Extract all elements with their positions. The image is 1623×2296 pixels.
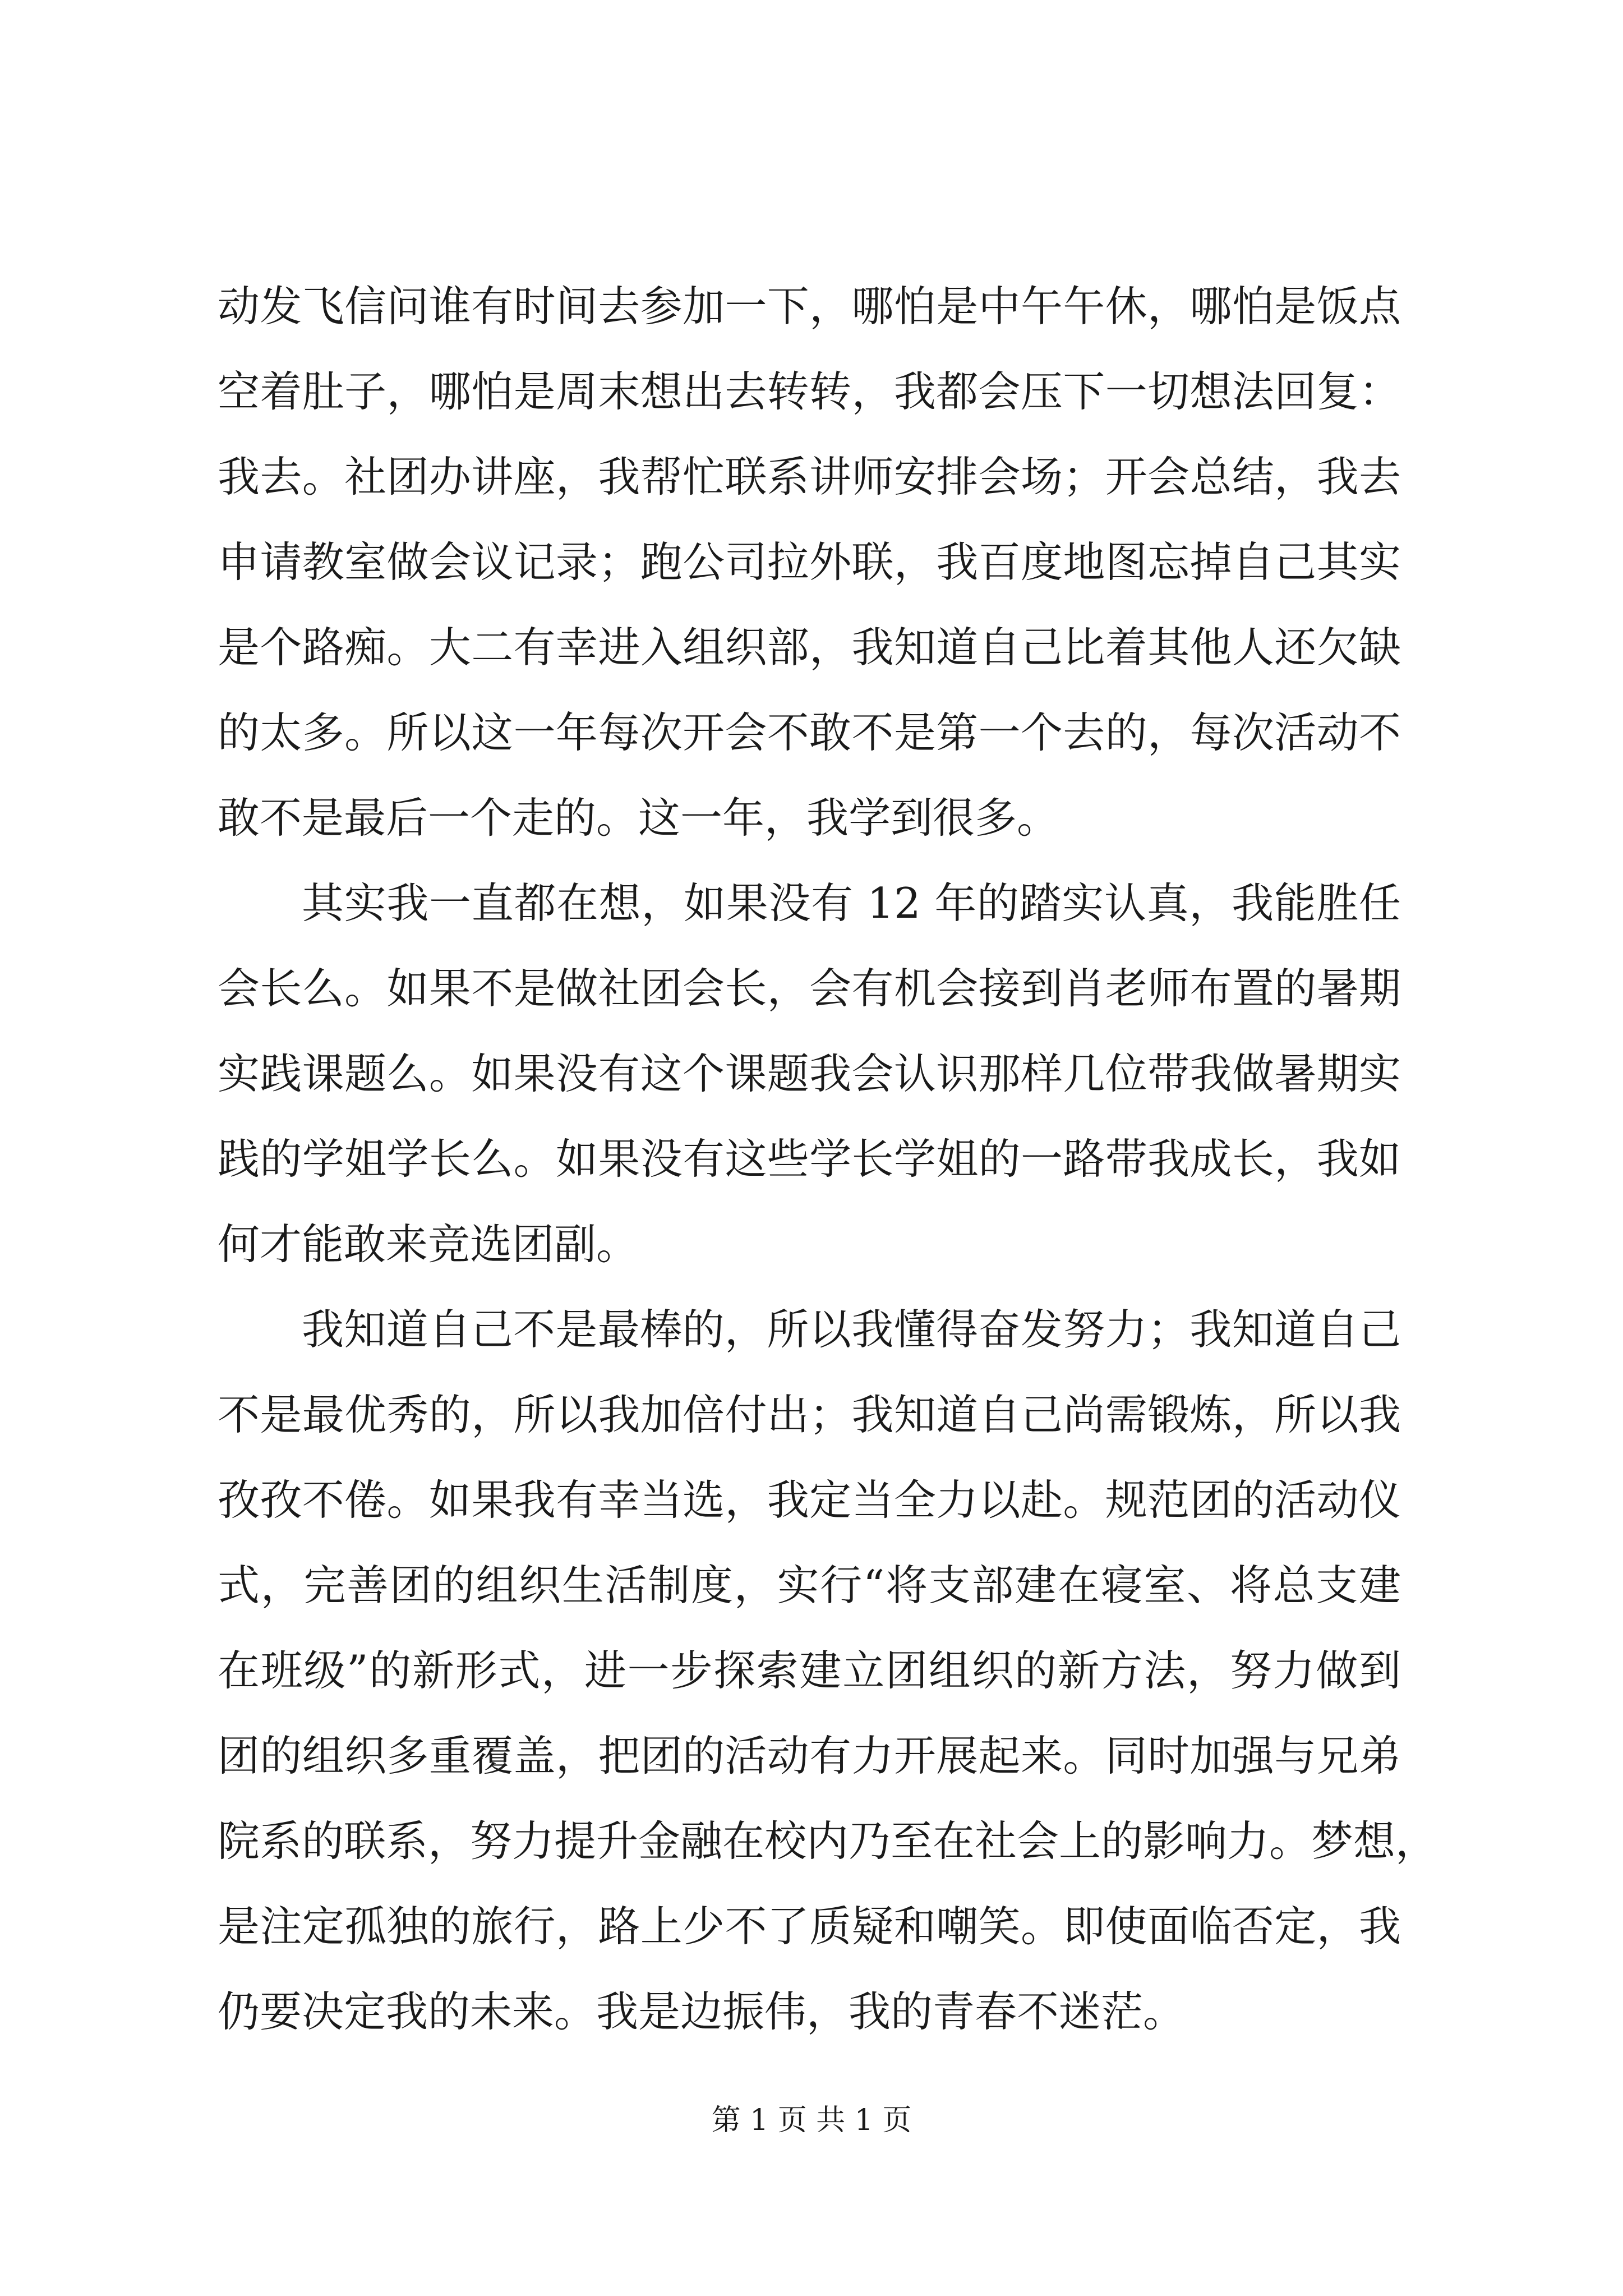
- text-line: 仍要决定我的未来。我是边振伟，我的青春不迷茫。: [218, 1987, 1186, 2036]
- text-line: 其实我一直都在想，如果没有 12 年的踏实认真，我能胜任: [302, 878, 1401, 928]
- page-footer: 第 1 页 共 1 页: [711, 2104, 912, 2137]
- text-line: 是注定孤独的旅行，路上少不了质疑和嘲笑。即使面临否定，我: [218, 1902, 1401, 1951]
- text-line: 式，完善团的组织生活制度，实行“将支部建在寝室、将总支建: [218, 1561, 1401, 1610]
- text-line: 敢不是最后一个走的。这一年，我学到很多。: [218, 793, 1059, 843]
- text-line: 团的组织多重覆盖，把团的活动有力开展起来。同时加强与兄弟: [218, 1731, 1401, 1780]
- paragraph: [218, 1287, 1438, 2054]
- text-line: 我去。社团办讲座，我帮忙联系讲师安排会场；开会总结，我去: [218, 452, 1401, 501]
- text-line: 在班级”的新形式，进一步探索建立团组织的新方法，努力做到: [218, 1646, 1401, 1695]
- text-line: 何才能敢来竞选团副。: [218, 1220, 639, 1269]
- text-line: 动发飞信问谁有时间去参加一下，哪怕是中午午休，哪怕是饭点: [218, 282, 1401, 331]
- text-line: 空着肚子，哪怕是周末想出去转转，我都会压下一切想法回复：: [218, 367, 1401, 416]
- text-line: 会长么。如果不是做社团会长，会有机会接到肖老师布置的暑期: [218, 964, 1401, 1013]
- text-line: 不是最优秀的，所以我加倍付出；我知道自己尚需锻炼，所以我: [218, 1390, 1401, 1439]
- text-line: 我知道自己不是最棒的，所以我懂得奋发努力；我知道自己: [302, 1305, 1401, 1354]
- text-line: 孜孜不倦。如果我有幸当选，我定当全力以赴。规范团的活动仪: [218, 1475, 1401, 1525]
- text-line: 院系的联系，努力提升金融在校内乃至在社会上的影响力。梦想，: [218, 1816, 1438, 1866]
- text-line: 践的学姐学长么。如果没有这些学长学姐的一路带我成长，我如: [218, 1134, 1401, 1184]
- document-body: [218, 264, 1438, 2054]
- paragraph: [218, 264, 1401, 861]
- text-line: 是个路痴。大二有幸进入组织部，我知道自己比着其他人还欠缺: [218, 623, 1401, 672]
- paragraph: [218, 861, 1401, 1287]
- text-line: 的太多。所以这一年每次开会不敢不是第一个去的，每次活动不: [218, 708, 1401, 757]
- text-line: 实践课题么。如果没有这个课题我会认识那样几位带我做暑期实: [218, 1049, 1401, 1098]
- text-line: 申请教室做会议记录；跑公司拉外联，我百度地图忘掉自己其实: [218, 537, 1401, 587]
